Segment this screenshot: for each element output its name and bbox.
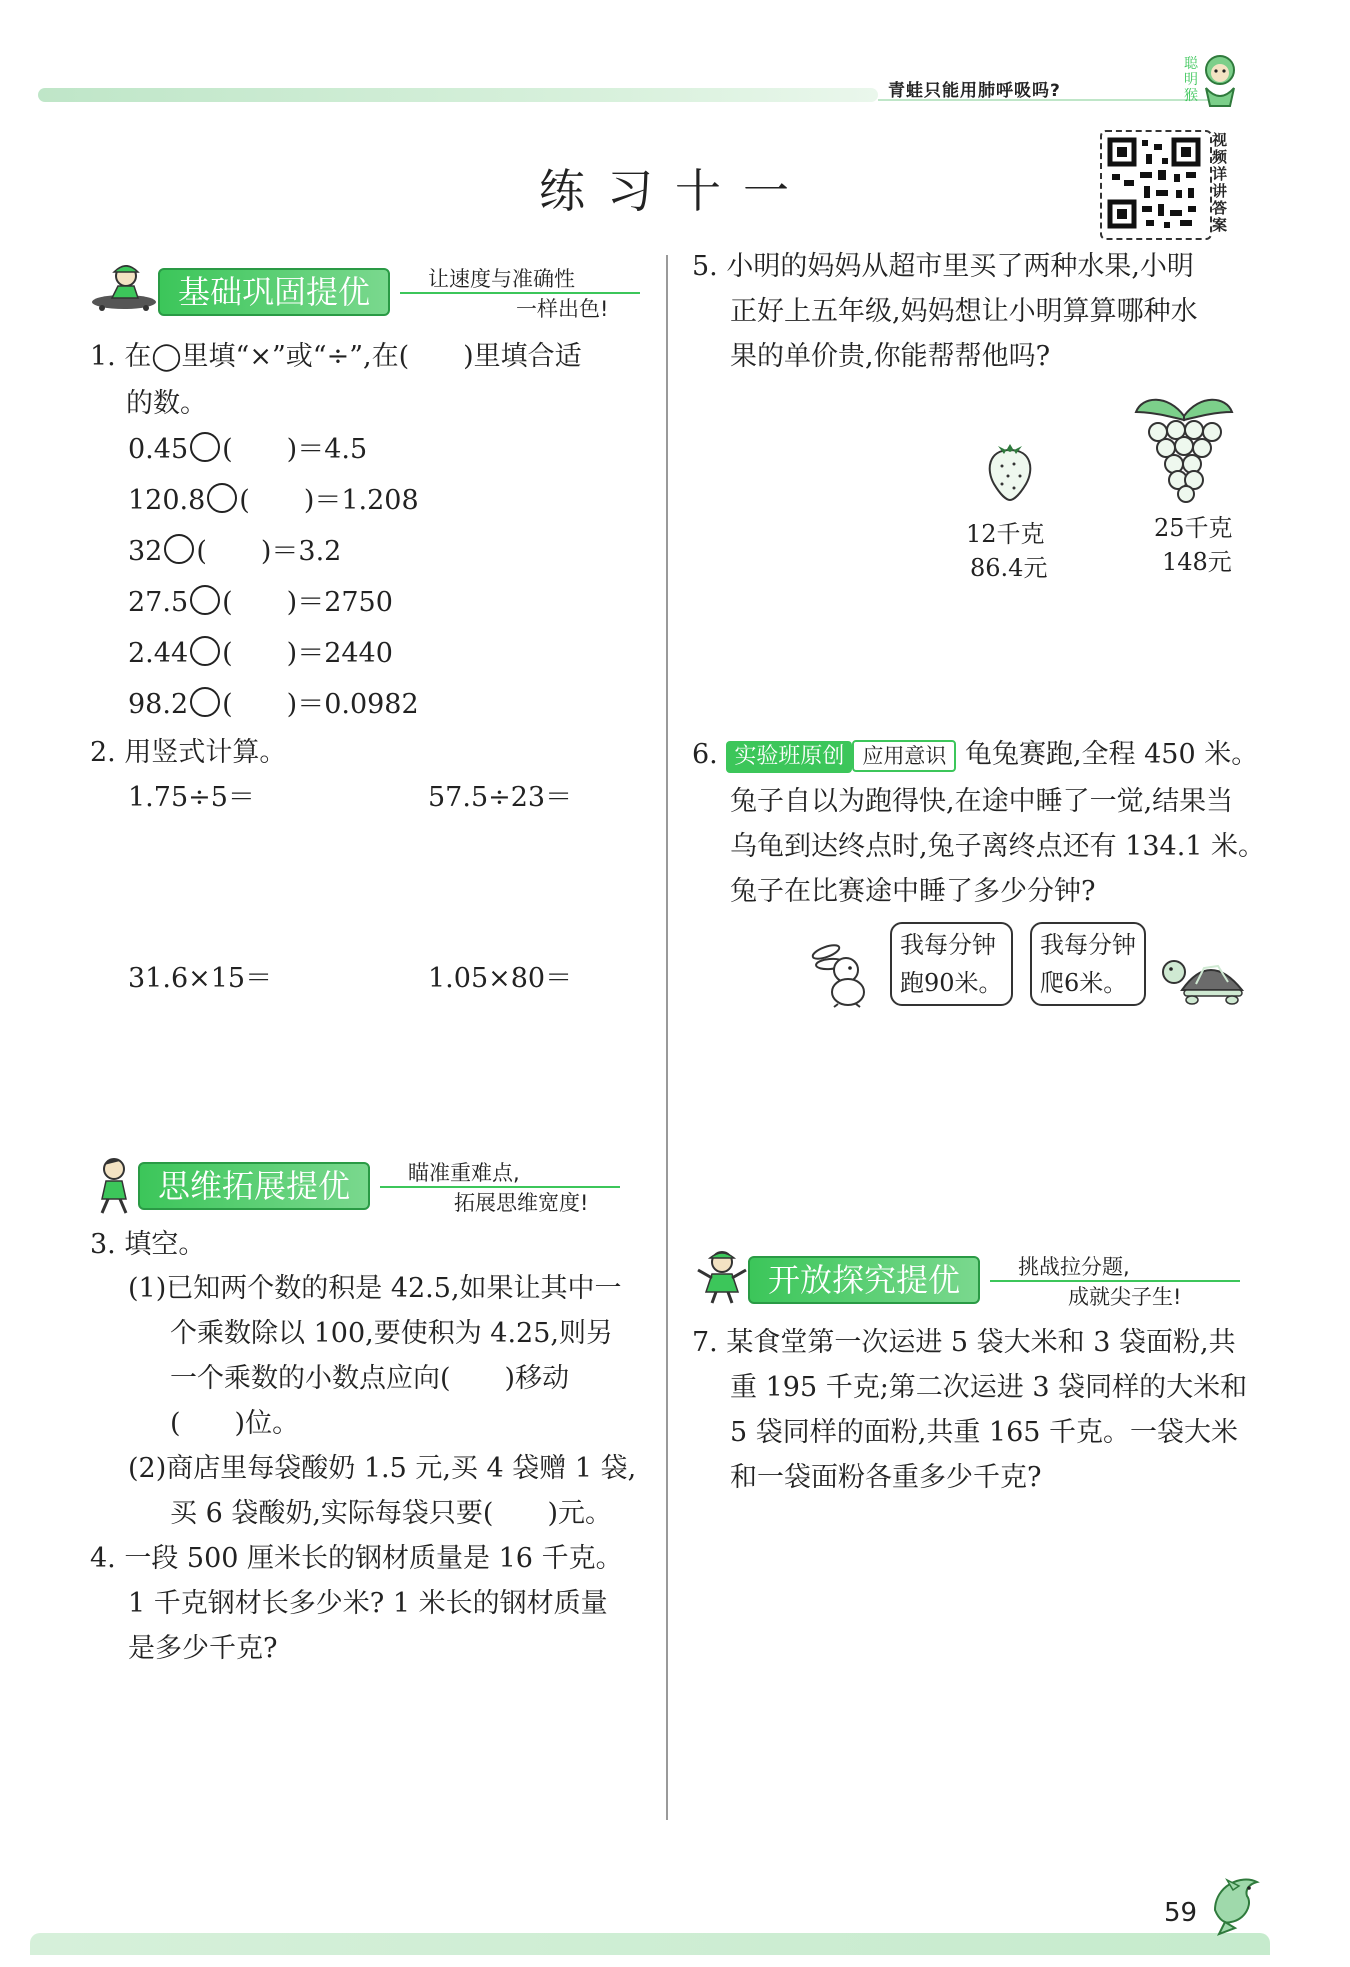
q4-line: 是多少千克? [128, 1633, 278, 1664]
q7-line: 重 195 千克;第二次运进 3 袋同样的大米和 [730, 1372, 1248, 1403]
q3-title: 3. 填空。 [90, 1229, 206, 1260]
q7-line: 5 袋同样的面粉,共重 165 千克。一袋大米 [730, 1417, 1239, 1448]
answer-circle[interactable] [190, 432, 220, 462]
q1-item-left: 2.44 [128, 638, 189, 669]
footer-band [30, 1933, 1270, 1955]
running-girl-icon [90, 1155, 138, 1215]
svg-text:明: 明 [1184, 72, 1198, 88]
q1-item [128, 529, 341, 574]
q1-item-left: 120.8 [128, 485, 206, 516]
header-tagline: 青蛙只能用肺呼吸吗? [888, 81, 1061, 101]
answer-circle[interactable] [190, 585, 220, 615]
answer-circle[interactable] [164, 534, 194, 564]
grape-icon [1128, 386, 1240, 504]
qr-caption: 视频详讲答案 [1212, 131, 1228, 234]
q7-line: 7. 某食堂第一次运进 5 袋大米和 3 袋面粉,共 [692, 1327, 1236, 1358]
section-slogan-think-1: 瞄准重难点, [408, 1161, 520, 1185]
section-banner-open: 开放探究提优 [748, 1256, 980, 1304]
explorer-kid-icon [692, 1248, 752, 1304]
q1-item-left: 32 [128, 536, 163, 567]
q6-line-1 [692, 732, 1258, 777]
q1-item-right: ( )＝0.0982 [222, 689, 419, 720]
q1-item-right: ( )＝1.208 [239, 485, 419, 516]
q2-title: 2. 用竖式计算。 [90, 737, 287, 768]
turtle-speech-line: 我每分钟 [1040, 931, 1136, 959]
q1-item [128, 427, 367, 472]
turtle-speech-line: 爬6米。 [1040, 969, 1128, 997]
q6-line: 兔子在比赛途中睡了多少分钟? [730, 876, 1096, 907]
q1-item-right: ( )＝4.5 [222, 434, 368, 465]
grape-price: 148元 [1162, 548, 1232, 576]
svg-text:猴: 猴 [1184, 88, 1198, 104]
q6-text: 龟兔赛跑,全程 450 米。 [964, 739, 1259, 770]
section-slogan-open-2: 成就尖子生! [1068, 1285, 1182, 1309]
q3-p1-line: ( )位。 [170, 1408, 300, 1439]
turtle-icon [1160, 950, 1246, 1006]
section-rule-basic [400, 292, 640, 294]
dolphin-icon [1205, 1870, 1267, 1936]
q4-line: 1 千克钢材长多少米? 1 米长的钢材质量 [128, 1588, 608, 1619]
rabbit-icon [810, 940, 876, 1008]
qr-code-icon[interactable] [1100, 130, 1212, 240]
rabbit-speech-line: 跑90米。 [900, 969, 1003, 997]
q2-item: 1.75÷5＝ [128, 782, 255, 813]
strawberry-price: 86.4元 [970, 554, 1048, 582]
q2-item: 1.05×80＝ [428, 963, 573, 994]
q1-item-left: 0.45 [128, 434, 189, 465]
q1-item-left: 98.2 [128, 689, 189, 720]
skateboard-kid-icon [88, 262, 158, 312]
section-banner-think: 思维拓展提优 [138, 1162, 370, 1210]
turtle-speech-bubble [1030, 922, 1146, 1006]
q6-line: 兔子自以为跑得快,在途中睡了一觉,结果当 [730, 786, 1234, 817]
q1-item [128, 478, 419, 523]
q2-item: 57.5÷23＝ [428, 782, 573, 813]
section-slogan-think-2: 拓展思维宽度! [454, 1191, 589, 1215]
q1-item [128, 682, 419, 727]
section-banner-basic: 基础巩固提优 [158, 268, 390, 316]
q3-p1-line: 个乘数除以 100,要使积为 4.25,则另 [170, 1318, 613, 1349]
q1-item-left: 27.5 [128, 587, 189, 618]
rabbit-speech-bubble [890, 922, 1013, 1006]
q1-item [128, 580, 393, 625]
rabbit-speech-line: 我每分钟 [900, 931, 996, 959]
q1-item-right: ( )＝2440 [222, 638, 393, 669]
badge-original: 实验班原创 [726, 741, 852, 773]
q3-p1-line: 一个乘数的小数点应向( )移动 [170, 1363, 570, 1394]
q6-number: 6. [692, 739, 718, 770]
q1-item-right: ( )＝3.2 [196, 536, 342, 567]
column-divider [666, 255, 668, 1820]
section-slogan-basic-2: 一样出色! [516, 297, 609, 321]
section-rule-open [990, 1280, 1240, 1282]
answer-circle[interactable] [207, 483, 237, 513]
q1-item-right: ( )＝2750 [222, 587, 393, 618]
q1-item [128, 631, 393, 676]
answer-circle[interactable] [190, 636, 220, 666]
q4-line: 4. 一段 500 厘米长的钢材质量是 16 千克。 [90, 1543, 623, 1574]
section-rule-think [380, 1186, 620, 1188]
section-slogan-basic-1: 让速度与准确性 [428, 267, 575, 291]
q3-p2-line: 买 6 袋酸奶,实际每袋只要( )元。 [170, 1498, 612, 1529]
strawberry-weight: 12千克 [966, 520, 1045, 548]
q5-line: 果的单价贵,你能帮帮他吗? [730, 341, 1051, 372]
q6-line: 乌龟到达终点时,兔子离终点还有 134.1 米。 [730, 831, 1266, 862]
strawberry-icon [980, 436, 1040, 502]
header-band [38, 88, 878, 102]
badge-application: 应用意识 [852, 740, 956, 772]
q3-p2-line: (2)商店里每袋酸奶 1.5 元,买 4 袋赠 1 袋, [128, 1453, 637, 1484]
monkey-mascot-icon [1180, 48, 1244, 108]
q1-line-2: 的数。 [126, 388, 207, 419]
q7-line: 和一袋面粉各重多少千克? [730, 1462, 1042, 1493]
section-slogan-open-1: 挑战拉分题, [1018, 1255, 1130, 1279]
svg-text:聪: 聪 [1184, 56, 1198, 72]
page-number: 59 [1164, 1898, 1198, 1928]
grape-weight: 25千克 [1154, 514, 1233, 542]
q5-line: 正好上五年级,妈妈想让小明算算哪种水 [730, 296, 1198, 327]
page-title: 练习十一 [539, 164, 811, 218]
q5-line: 5. 小明的妈妈从超市里买了两种水果,小明 [692, 251, 1194, 282]
q2-item: 31.6×15＝ [128, 963, 273, 994]
q1-line-1: 1. 在◯里填“×”或“÷”,在( )里填合适 [90, 341, 582, 372]
q3-p1-line: (1)已知两个数的积是 42.5,如果让其中一 [128, 1273, 622, 1304]
answer-circle[interactable] [190, 687, 220, 717]
